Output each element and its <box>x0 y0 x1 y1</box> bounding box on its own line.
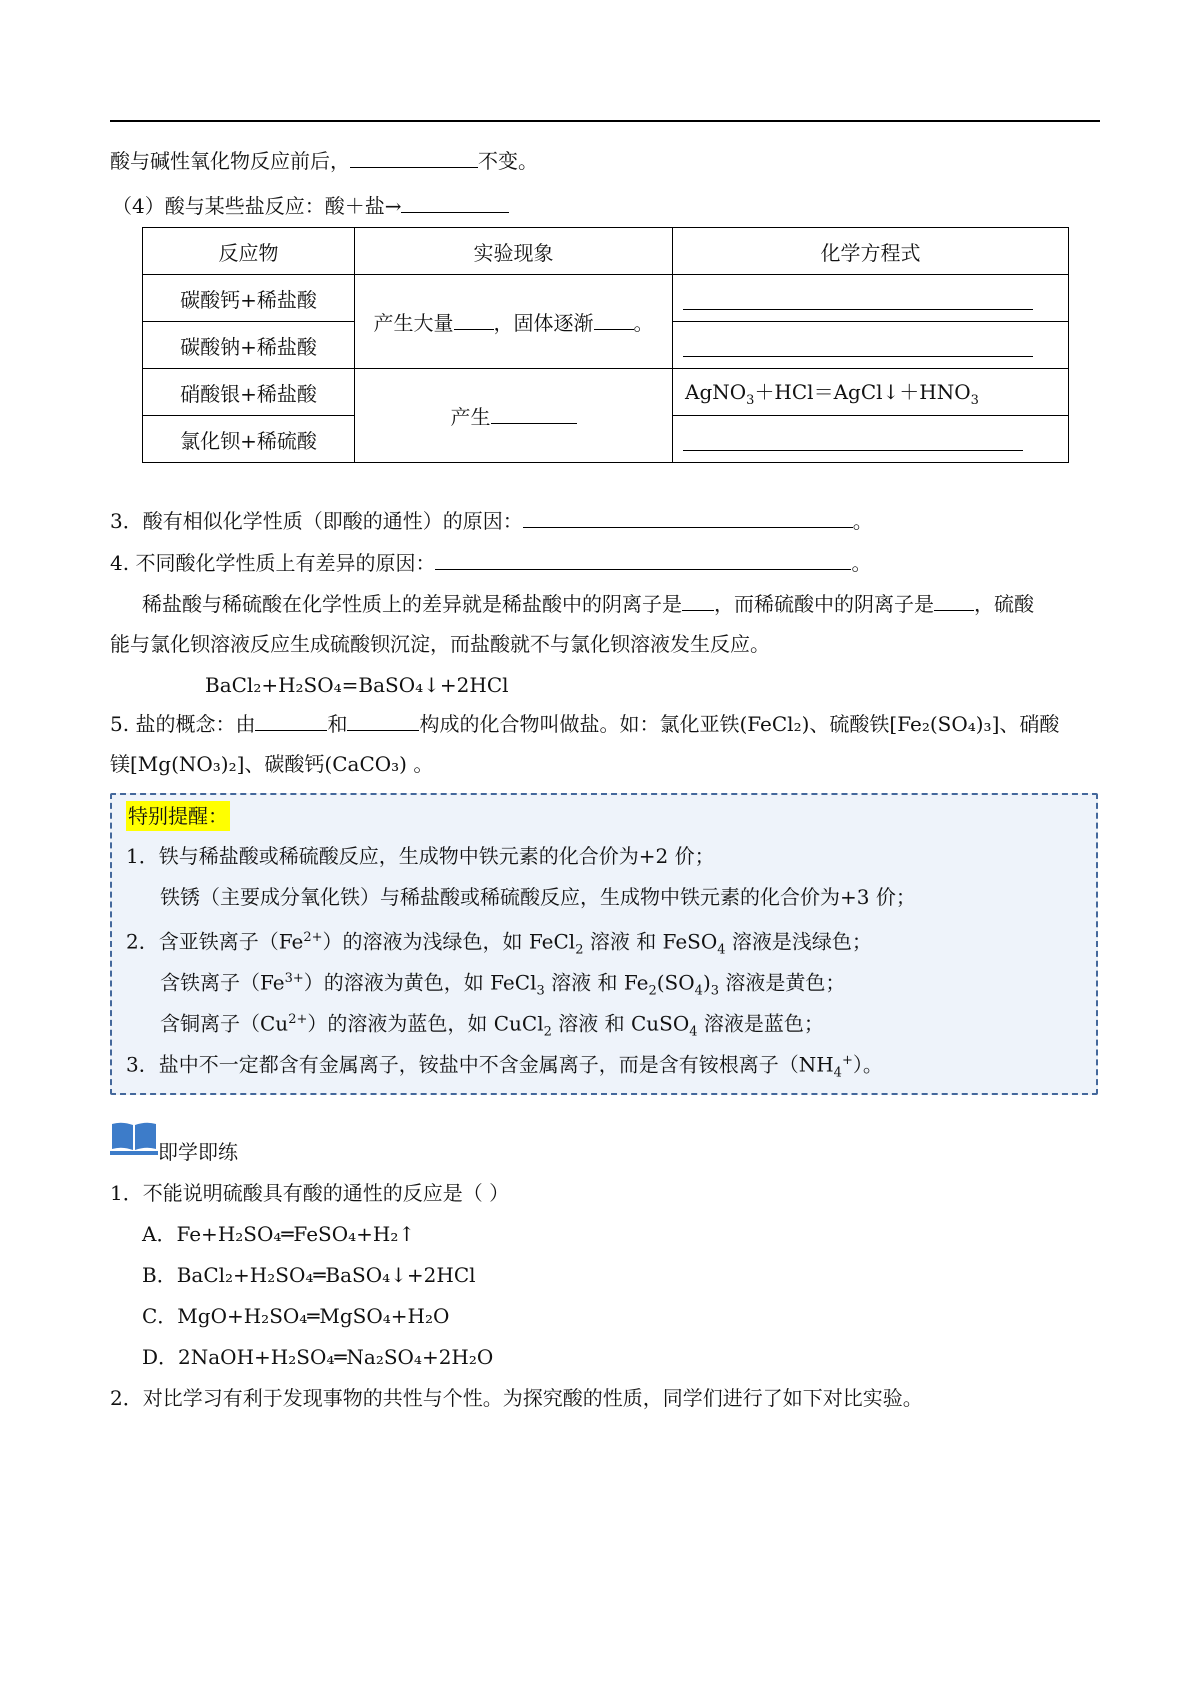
equation-cell <box>673 322 1069 369</box>
answer-blank[interactable] <box>350 145 478 168</box>
equation-cell <box>673 416 1069 463</box>
answer-blank[interactable] <box>401 190 509 213</box>
header-reactant: 反应物 <box>143 228 355 275</box>
practice-heading: 即学即练 <box>158 1140 238 1164</box>
practice-question-2: 2．对比学习有利于发现事物的共性与个性。为探究酸的性质，同学们进行了如下对比实验。 <box>110 1386 923 1410</box>
line-acid-salt: （4）酸与某些盐反应：酸＋盐→ <box>112 190 509 221</box>
salt-concept-line2: 镁[Mg(NO₃)₂]、碳酸钙(CaCO₃) 。 <box>110 752 434 776</box>
question-4: 4. 不同酸化学性质上有差异的原因： 。 <box>110 547 871 578</box>
answer-blank[interactable] <box>683 301 1033 310</box>
answer-blank[interactable] <box>683 348 1033 357</box>
reminder-item: 含铁离子$(Fe^{3+})$的溶液为黄色，如 FeCl$_3$ 溶液 和 $Fe_2(SO_4)_3$ 溶液是黄色； <box>160 970 846 999</box>
answer-blank[interactable] <box>454 307 494 330</box>
option-c[interactable]: C．MgO+H₂SO₄═MgSO₄+H₂O <box>142 1304 450 1328</box>
book-icon <box>110 1121 158 1155</box>
reactant-cell: 碳酸钙+稀盐酸 <box>143 275 355 322</box>
reactant-cell: 氯化钡+稀硫酸 <box>143 416 355 463</box>
phenomenon-cell: 产生大量 ，固体逐渐 。 <box>355 275 673 369</box>
question-3: 3．酸有相似化学性质（即酸的通性）的原因： 。 <box>110 505 873 536</box>
header-rule <box>110 120 1100 122</box>
answer-blank[interactable] <box>934 588 974 611</box>
reminder-item: 3．盐中不一定都含有金属离子，铵盐中不含金属离子，而是含有铵根离子$(NH_4^+)$。 <box>126 1052 883 1081</box>
salt-concept-line1: 5. 盐的概念：由 和 构成的化合物叫做盐。如：氯化亚铁(FeCl₂)、硫酸铁[Fe₂(SO₄)₃]、硝酸 <box>110 708 1059 739</box>
reactant-cell: 碳酸钠+稀盐酸 <box>143 322 355 369</box>
para-difference-line2: 能与氯化钡溶液反应生成硫酸钡沉淀，而盐酸就不与氯化钡溶液发生反应。 <box>110 632 770 656</box>
reactant-cell: 硝酸银+稀盐酸 <box>143 369 355 416</box>
equation-cell <box>673 275 1069 322</box>
line-acid-basic-oxide: 酸与碱性氧化物反应前后， 不变。 <box>110 145 538 176</box>
header-equation: 化学方程式 <box>673 228 1069 275</box>
answer-blank[interactable] <box>435 547 851 570</box>
reminder-item: 2．含亚铁离子$(Fe^{2+})$的溶液为浅绿色，如 FeCl$_2$ 溶液 和 FeSO$_4$ 溶液是浅绿色； <box>126 929 872 958</box>
header-phenomenon: 实验现象 <box>355 228 673 275</box>
equation-cell: $AgNO_3+HCl=AgCl↓+HNO_3$ <box>673 369 1069 416</box>
para-difference-line1: 稀盐酸与稀硫酸在化学性质上的差异就是稀盐酸中的阴离子是 ，而稀硫酸中的阴离子是 ，硫酸 <box>142 588 1034 619</box>
table-header-row <box>143 228 1069 275</box>
answer-blank[interactable] <box>491 401 577 424</box>
option-a[interactable]: A．Fe+H₂SO₄═FeSO₄+H₂↑ <box>142 1222 416 1246</box>
answer-blank[interactable] <box>594 307 634 330</box>
reminder-item: 含铜离子$(Cu^{2+})$的溶液为蓝色，如 CuCl$_2$ 溶液 和 CuSO$_4$ 溶液是蓝色； <box>160 1011 824 1040</box>
reaction-table <box>142 227 1069 463</box>
option-b[interactable]: B．BaCl₂+H₂SO₄═BaSO₄↓+2HCl <box>142 1263 476 1287</box>
answer-blank[interactable] <box>682 588 714 611</box>
option-d[interactable]: D．2NaOH+H₂SO₄═Na₂SO₄+2H₂O <box>142 1345 494 1369</box>
table-row <box>143 369 1069 416</box>
answer-blank[interactable] <box>523 505 853 528</box>
answer-blank[interactable] <box>683 442 1023 451</box>
table-row <box>143 275 1069 322</box>
reminder-item: 1．铁与稀盐酸或稀硫酸反应，生成物中铁元素的化合价为+2 价； <box>126 844 715 868</box>
phenomenon-cell: 产生 <box>355 369 673 463</box>
answer-blank[interactable] <box>255 708 327 731</box>
reminder-title: 特别提醒： <box>126 801 230 831</box>
answer-blank[interactable] <box>347 708 419 731</box>
equation-bacl2: BaCl₂+H₂SO₄=BaSO₄↓+2HCl <box>205 673 509 697</box>
practice-question-1: 1．不能说明硫酸具有酸的通性的反应是（ ） <box>110 1181 510 1205</box>
reminder-item: 铁锈（主要成分氧化铁）与稀盐酸或稀硫酸反应，生成物中铁元素的化合价为+3 价； <box>160 885 916 909</box>
